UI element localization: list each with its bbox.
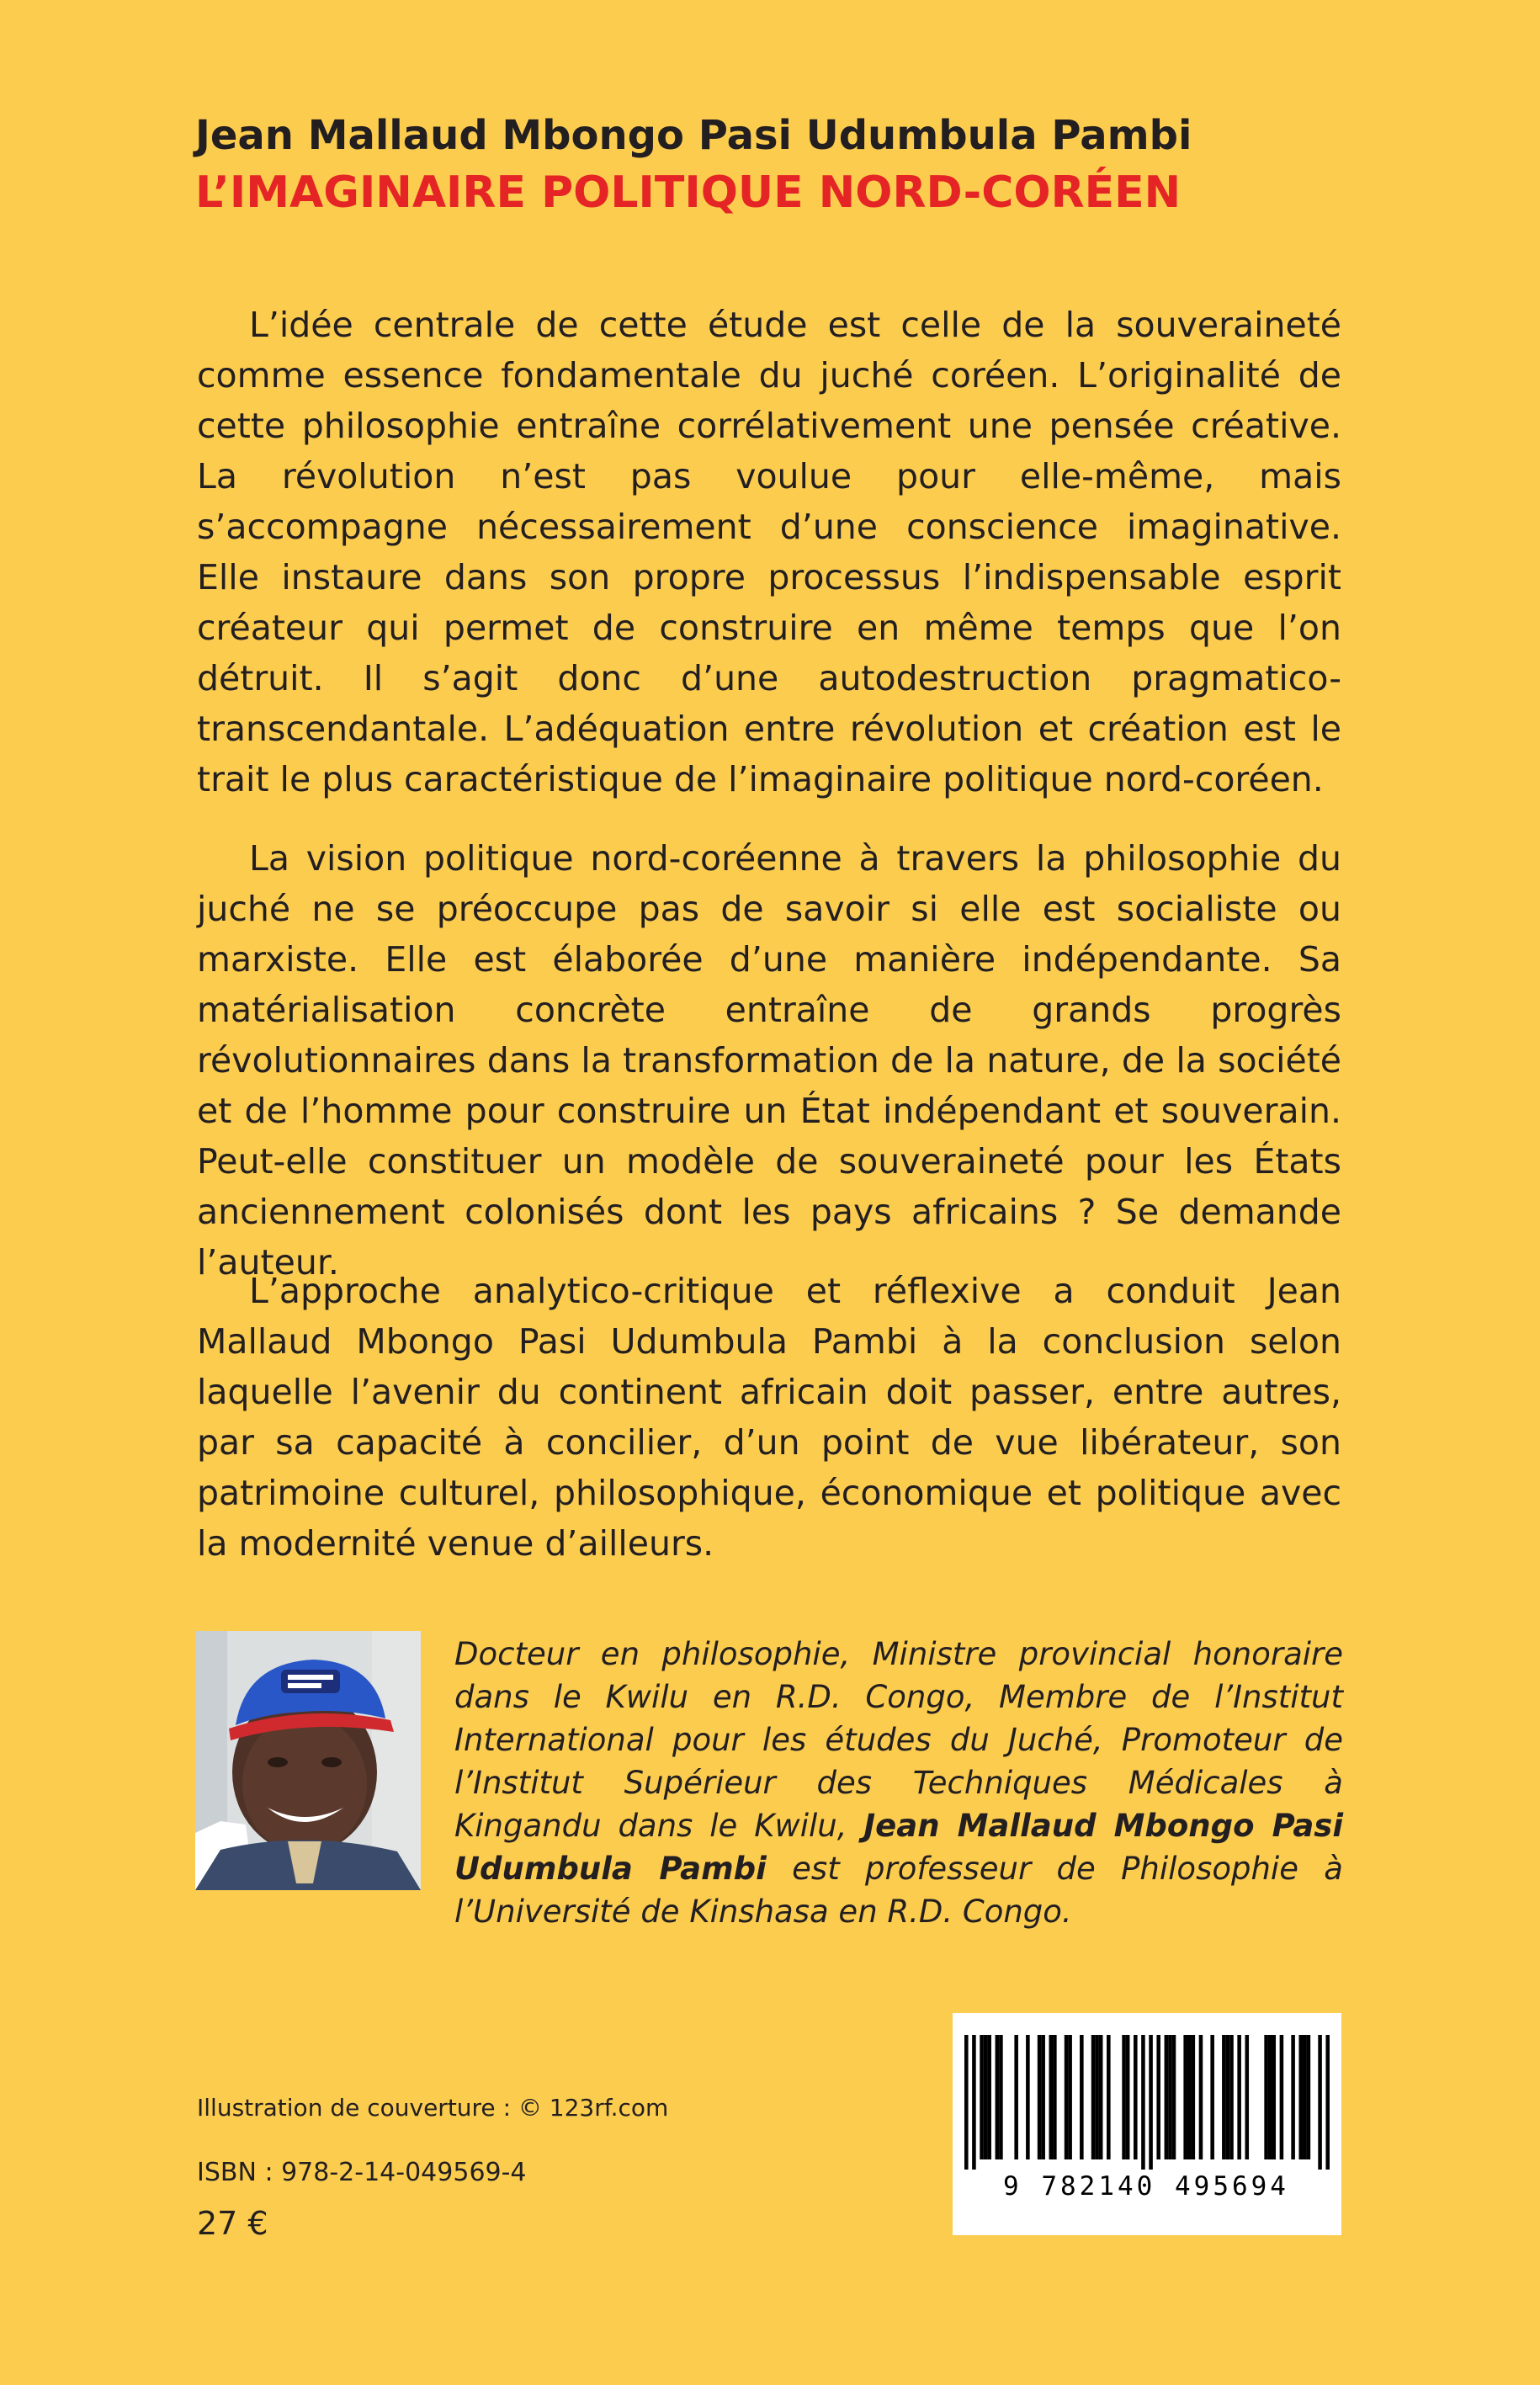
barcode-bar	[1014, 2035, 1018, 2159]
barcode-bar	[1149, 2035, 1153, 2170]
barcode-bar	[1183, 2035, 1187, 2159]
barcode-bar	[1303, 2035, 1307, 2159]
author-portrait-illustration	[195, 1631, 421, 1890]
barcode-bar	[1307, 2035, 1311, 2159]
barcode-bar	[1107, 2035, 1111, 2159]
isbn: ISBN : 978-2-14-049569-4	[197, 2158, 527, 2187]
barcode-bar	[1291, 2035, 1295, 2159]
author-photo	[195, 1631, 421, 1890]
barcode-bar	[1172, 2035, 1176, 2159]
barcode-bar	[1298, 2035, 1303, 2159]
author-name: Jean Mallaud Mbongo Pasi Udumbula Pambi	[195, 112, 1192, 159]
barcode-bar	[1038, 2035, 1042, 2159]
barcode-bar	[996, 2035, 1000, 2159]
barcode-bar	[1210, 2035, 1214, 2159]
barcode	[953, 2013, 1341, 2235]
barcode-bar	[1053, 2035, 1057, 2159]
author-biography	[454, 1633, 1343, 1933]
barcode-bar	[984, 2035, 988, 2159]
barcode-bar	[987, 2035, 991, 2159]
barcode-bar	[964, 2035, 969, 2170]
barcode-bar	[972, 2035, 976, 2170]
book-title: L’IMAGINAIRE POLITIQUE NORD-CORÉEN	[195, 167, 1182, 218]
cover-credit: Illustration de couverture : © 123rf.com	[197, 2094, 669, 2122]
bio-text-start: Docteur en philosophie, Ministre provincial honoraire dans le Kwilu en R.D. Congo, Membre de l’Institut International pour les études du Juché, Promoteur de l’Institut Supérieur des Techniques Médicales à Kingandu dans le Kwilu,	[454, 1636, 1343, 1844]
summary-paragraph-1	[197, 300, 1341, 853]
barcode-bar	[1080, 2035, 1084, 2159]
bio-author-name: Jean Mallaud Mbongo Pasi Udumbula Pambi	[454, 1808, 1344, 1887]
barcode-bar	[1318, 2035, 1322, 2170]
barcode-bar	[1156, 2035, 1160, 2159]
barcode-bar	[1325, 2035, 1330, 2170]
barcode-bar	[1237, 2035, 1241, 2159]
barcode-bar	[1126, 2035, 1130, 2159]
barcode-bar	[1280, 2035, 1284, 2159]
barcode-bar	[1268, 2035, 1272, 2159]
barcode-bar	[1229, 2035, 1234, 2159]
barcode-bar	[1165, 2035, 1169, 2159]
barcode-bar	[1065, 2035, 1069, 2159]
paragraph-text: La vision politique nord-coréenne à travers la philosophie du juché ne se préoccupe pas de savoir si elle est socialiste ou marxiste. Elle est élaborée d’une manière indépendante. Sa matérialisation concrète entraîne de grands progrès révolutionnaires dans la transformation de la nature, de la société et de l’homme pour construire un État indépendant et souverain. Peut-elle constituer un modèle de souveraineté pour les États anciennement colonisés dont les pays africains ? Se demande l’auteur.	[197, 838, 1341, 1283]
barcode-bar	[1122, 2035, 1126, 2159]
paragraph-text: L’idée centrale de cette étude est celle de la souveraineté comme essence fondamentale du juché coréen. L’originalité de cette philosophie entraîne corrélativement une pensée créative. La révolution n’est pas voulue pour elle-même, mais s’accompagne nécessairement d’une conscience imaginative. Elle instaure dans son propre processus l’indispensable esprit créateur qui permet de construire en même temps que l’on détruit. Il s’agit donc d’une autodestruction pragmatico-transcendantale. L’adéquation entre révolution et création est le trait le plus caractéristique de l’imaginaire politique nord-coréen.	[197, 305, 1341, 799]
barcode-bar	[1264, 2035, 1268, 2159]
barcode-digits: 9 782140 495694	[1003, 2171, 1289, 2202]
barcode-bar	[1272, 2035, 1276, 2159]
barcode-bar	[1192, 2035, 1196, 2159]
barcode-bar	[1068, 2035, 1072, 2159]
barcode-bar	[1026, 2035, 1030, 2159]
barcode-bar	[1199, 2035, 1203, 2159]
barcode-bar	[1141, 2035, 1145, 2170]
barcode-bar	[980, 2035, 984, 2159]
barcode-bar	[1226, 2035, 1230, 2159]
barcode-bar	[1095, 2035, 1099, 2159]
barcode-bar	[1245, 2035, 1249, 2159]
barcode-bar	[1222, 2035, 1226, 2159]
barcode-bar	[1187, 2035, 1192, 2159]
barcode-bar	[1168, 2035, 1172, 2159]
barcode-bar	[1134, 2035, 1138, 2159]
barcode-bar	[1049, 2035, 1054, 2159]
summary-paragraph-3	[197, 1266, 1341, 1617]
barcode-bar	[1091, 2035, 1096, 2159]
barcode-bar	[999, 2035, 1003, 2159]
barcode-bars	[964, 2013, 1330, 2170]
barcode-bar	[1041, 2035, 1045, 2159]
bio-text-end: est professeur de Philosophie à l’Université de Kinshasa en R.D. Congo.	[454, 1851, 1343, 1930]
price: 27 €	[197, 2205, 268, 2242]
summary-paragraph-2	[197, 833, 1341, 1336]
paragraph-text: L’approche analytico-critique et réflexive a conduit Jean Mallaud Mbongo Pasi Udumbula Pambi à la conclusion selon laquelle l’avenir du continent africain doit passer, entre autres, par sa capacité à concilier, d’un point de vue libérateur, son patrimoine culturel, philosophique, économique et politique avec la modernité venue d’ailleurs.	[197, 1271, 1341, 1564]
barcode-bar	[1099, 2035, 1103, 2159]
